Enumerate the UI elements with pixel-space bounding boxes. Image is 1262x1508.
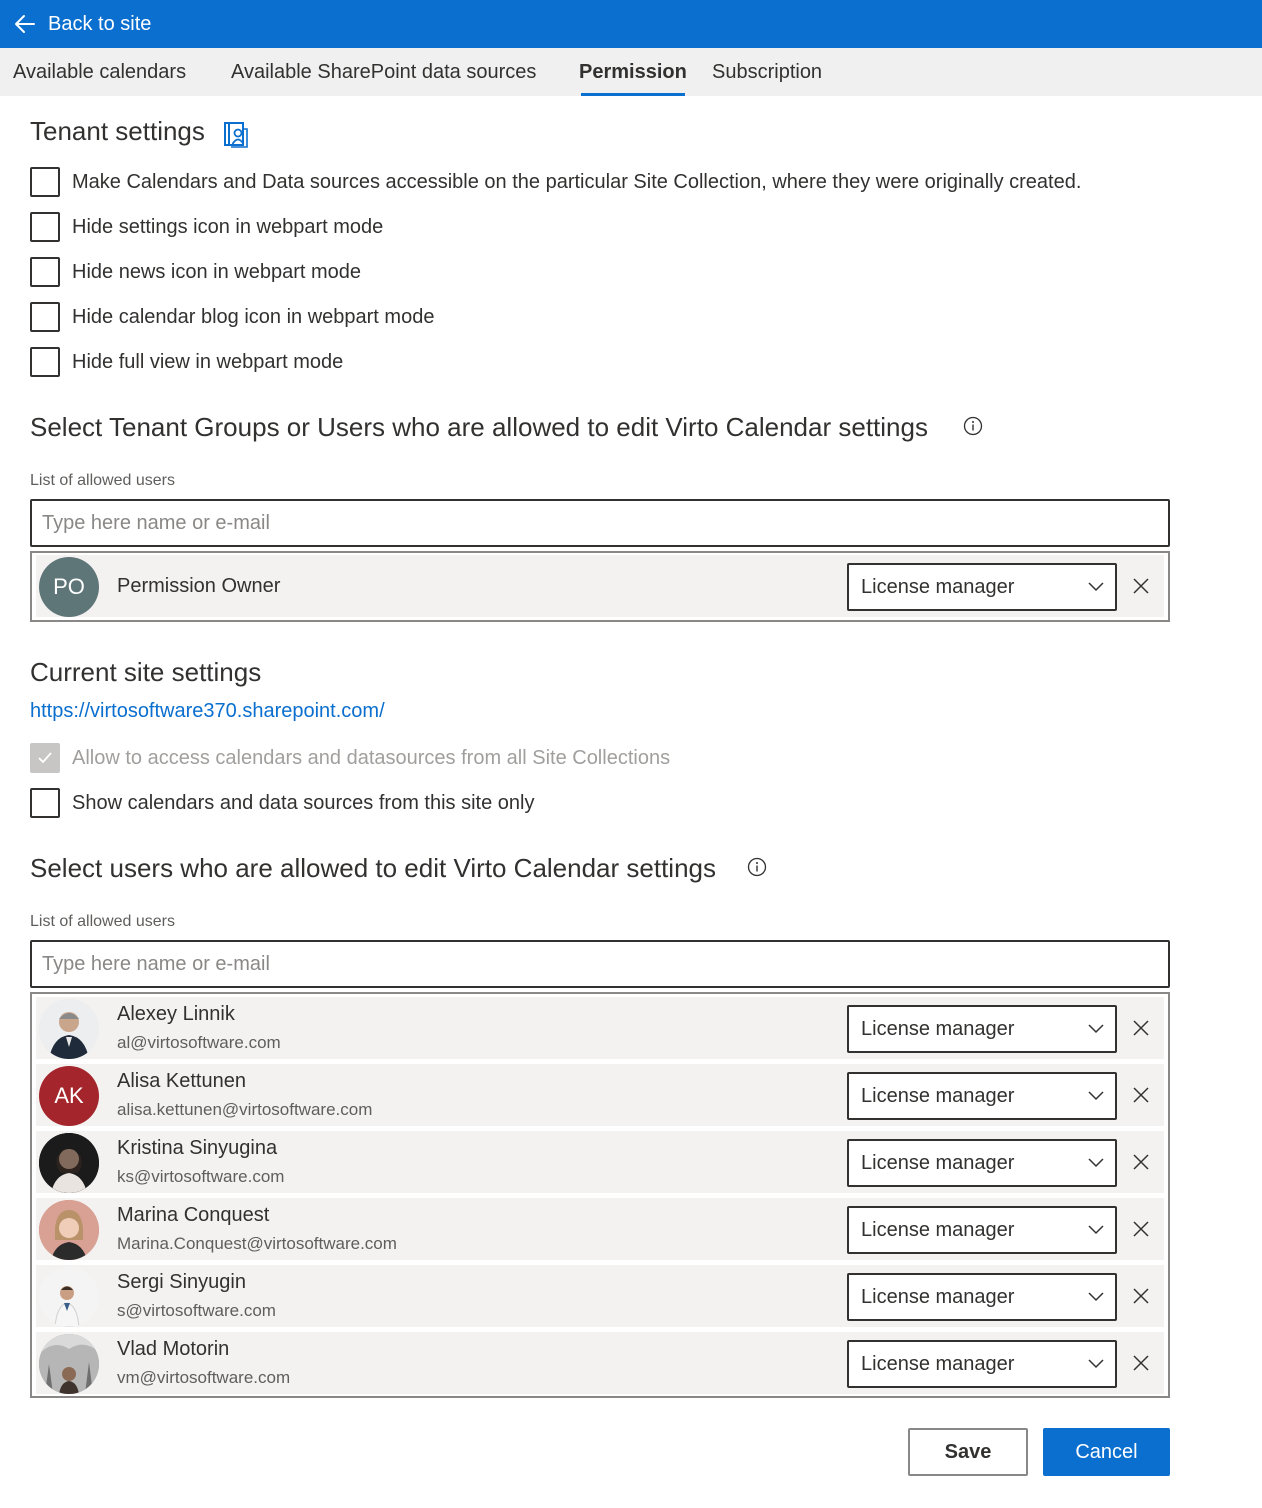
role-dropdown-value: License manager	[861, 576, 1015, 598]
back-to-site-label: Back to site	[48, 12, 152, 35]
user-photo-icon	[39, 1133, 99, 1193]
arrow-left-icon	[12, 11, 38, 37]
tenant-option-checkbox[interactable]	[30, 302, 60, 332]
user-name: Alisa Kettunen	[117, 1070, 246, 1092]
site-list-label: List of allowed users	[30, 913, 175, 930]
user-photo-icon	[39, 1200, 99, 1260]
tenant-option-row	[30, 301, 434, 333]
tenant-option-checkbox[interactable]	[30, 167, 60, 197]
tenant-option-checkbox[interactable]	[30, 347, 60, 377]
role-dropdown-value: License manager	[861, 1085, 1015, 1107]
avatar	[39, 1133, 99, 1193]
chevron-down-icon	[1087, 577, 1105, 595]
chevron-down-icon	[1087, 1354, 1105, 1372]
remove-user-icon[interactable]	[1130, 1352, 1152, 1374]
user-row	[36, 1332, 1164, 1394]
book-user-icon[interactable]	[223, 120, 249, 148]
remove-user-icon[interactable]	[1130, 1218, 1152, 1240]
tenant-option-row	[30, 346, 343, 378]
tab-available-sharepoint-data-sources[interactable]: Available SharePoint data sources	[231, 61, 537, 83]
user-name: Marina Conquest	[117, 1204, 270, 1226]
chevron-down-icon	[1087, 1220, 1105, 1238]
site-option-label: Show calendars and data sources from this site only	[72, 791, 535, 814]
user-row	[36, 1064, 1164, 1126]
avatar	[39, 1267, 99, 1327]
tenant-user-search-input[interactable]	[32, 501, 1168, 545]
avatar	[39, 1334, 99, 1394]
tenant-option-label: Hide full view in webpart mode	[72, 350, 344, 373]
user-email: Marina.Conquest@virtosoftware.com	[117, 1234, 397, 1253]
avatar: PO	[39, 557, 99, 617]
site-option-row	[30, 742, 670, 774]
tab-available-calendars[interactable]: Available calendars	[13, 61, 187, 83]
tab-subscription[interactable]: Subscription	[712, 61, 823, 83]
role-dropdown[interactable]	[847, 563, 1117, 611]
tenant-option-label: Hide news icon in webpart mode	[72, 260, 362, 283]
tenant-user-list	[30, 551, 1170, 622]
tenant-option-row	[30, 166, 1081, 198]
role-dropdown-value: License manager	[861, 1219, 1015, 1241]
chevron-down-icon	[1087, 1019, 1105, 1037]
tenant-list-label: List of allowed users	[30, 472, 175, 489]
chevron-down-icon	[1087, 1086, 1105, 1104]
user-row	[36, 1131, 1164, 1193]
site-option-checkbox[interactable]	[30, 788, 60, 818]
user-photo-icon	[39, 999, 99, 1059]
tenant-option-label: Make Calendars and Data sources accessible on the particular Site Collection, where they were originally created.	[72, 170, 1082, 193]
user-email: s@virtosoftware.com	[117, 1301, 276, 1320]
tenant-settings-title: Tenant settings	[30, 116, 205, 146]
remove-user-icon[interactable]	[1130, 575, 1152, 597]
user-photo-icon	[39, 1334, 99, 1394]
user-name: Alexey Linnik	[117, 1003, 235, 1025]
user-email: ks@virtosoftware.com	[117, 1167, 285, 1186]
avatar: AK	[39, 1066, 99, 1126]
remove-user-icon[interactable]	[1130, 1084, 1152, 1106]
user-row	[36, 1198, 1164, 1260]
tenant-option-label: Hide settings icon in webpart mode	[72, 215, 384, 238]
site-user-list	[30, 992, 1170, 1398]
current-site-settings-title: Current site settings	[30, 657, 262, 687]
cancel-button[interactable]: Cancel	[1043, 1428, 1170, 1476]
site-option-label: Allow to access calendars and datasources from all Site Collections	[72, 746, 671, 769]
role-dropdown-value: License manager	[861, 1353, 1015, 1375]
role-dropdown-value: License manager	[861, 1286, 1015, 1308]
top-bar	[0, 0, 1262, 48]
avatar	[39, 999, 99, 1059]
user-row	[36, 1265, 1164, 1327]
role-dropdown[interactable]	[847, 1340, 1117, 1388]
tenant-option-label: Hide calendar blog icon in webpart mode	[72, 305, 435, 328]
tab-permission[interactable]: Permission	[579, 48, 687, 96]
info-icon[interactable]	[963, 416, 983, 436]
user-photo-icon	[39, 1267, 99, 1327]
role-dropdown[interactable]	[847, 1139, 1117, 1187]
tenant-option-checkbox[interactable]	[30, 212, 60, 242]
site-option-row	[30, 787, 534, 819]
site-url-link[interactable]: https://virtosoftware370.sharepoint.com/	[30, 700, 385, 722]
remove-user-icon[interactable]	[1130, 1285, 1152, 1307]
chevron-down-icon	[1087, 1153, 1105, 1171]
role-dropdown[interactable]	[847, 1273, 1117, 1321]
site-user-search	[30, 940, 1170, 988]
chevron-down-icon	[1087, 1287, 1105, 1305]
role-dropdown-value: License manager	[861, 1018, 1015, 1040]
user-row	[36, 555, 1164, 617]
role-dropdown[interactable]	[847, 1072, 1117, 1120]
user-email: al@virtosoftware.com	[117, 1033, 281, 1052]
site-user-search-input[interactable]	[32, 942, 1168, 986]
role-dropdown-value: License manager	[861, 1152, 1015, 1174]
tenant-option-row	[30, 256, 361, 288]
user-email: vm@virtosoftware.com	[117, 1368, 291, 1387]
tenant-user-search	[30, 499, 1170, 547]
tenant-option-checkbox[interactable]	[30, 257, 60, 287]
user-name: Permission Owner	[117, 575, 281, 597]
tenant-option-row	[30, 211, 383, 243]
tenant-groups-title: Select Tenant Groups or Users who are allowed to edit Virto Calendar settings	[30, 412, 928, 442]
checkmark-icon	[36, 749, 54, 767]
site-option-checkbox	[30, 743, 60, 773]
remove-user-icon[interactable]	[1130, 1151, 1152, 1173]
user-row	[36, 997, 1164, 1059]
user-name: Sergi Sinyugin	[117, 1271, 246, 1293]
back-to-site-button[interactable]	[0, 0, 151, 48]
user-email: alisa.kettunen@virtosoftware.com	[117, 1100, 373, 1119]
user-name: Vlad Motorin	[117, 1338, 230, 1360]
user-name: Kristina Sinyugina	[117, 1137, 278, 1159]
role-dropdown[interactable]	[847, 1005, 1117, 1053]
site-users-title: Select users who are allowed to edit Virto Calendar settings	[30, 853, 717, 883]
remove-user-icon[interactable]	[1130, 1017, 1152, 1039]
save-button[interactable]: Save	[908, 1428, 1028, 1476]
tab-bar	[0, 48, 1262, 96]
info-icon[interactable]	[747, 857, 767, 877]
avatar	[39, 1200, 99, 1260]
role-dropdown[interactable]	[847, 1206, 1117, 1254]
